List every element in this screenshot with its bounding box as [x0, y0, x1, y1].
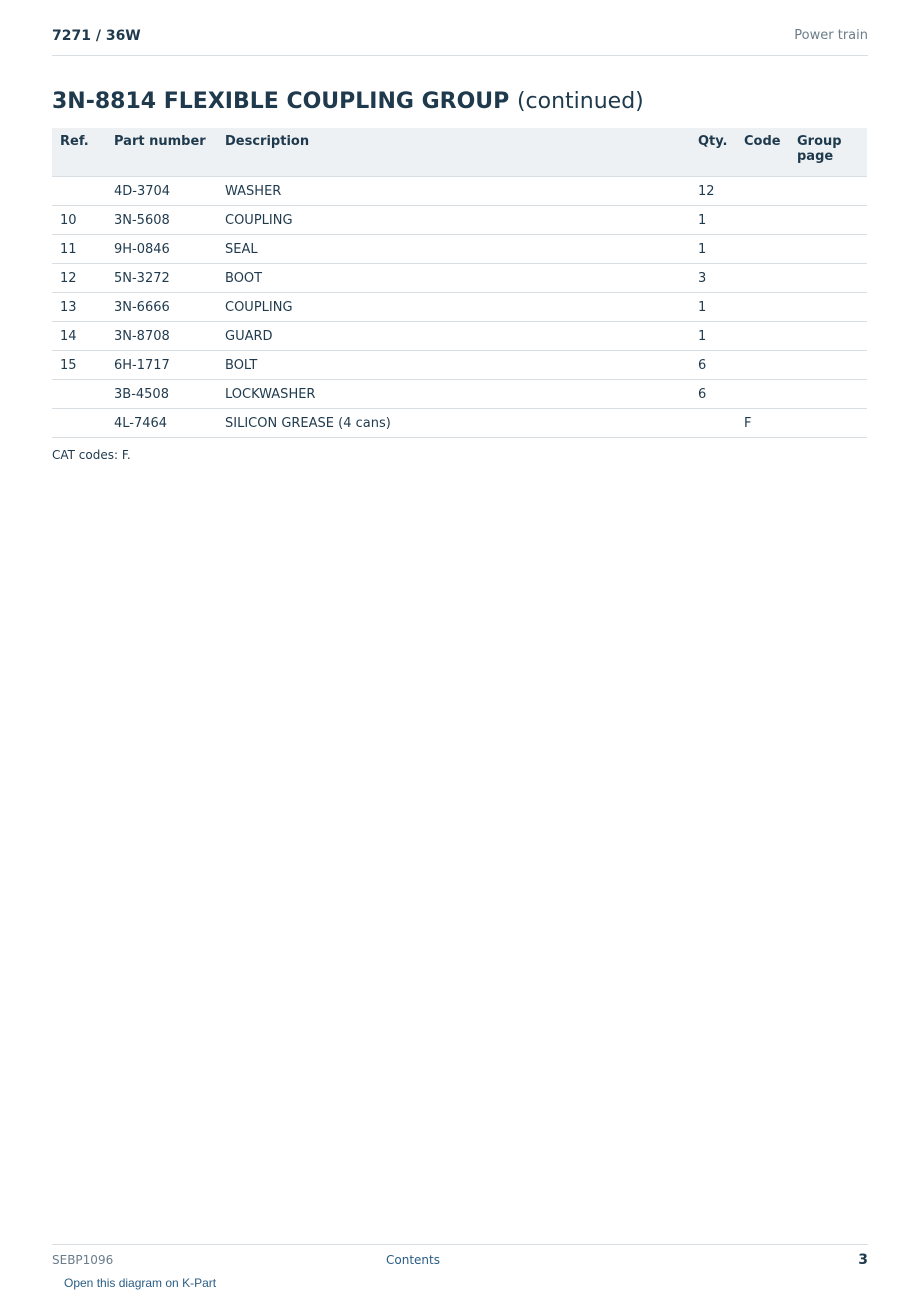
page-number: 3	[858, 1252, 868, 1268]
table-header-row	[52, 128, 867, 177]
cell-code	[736, 322, 789, 351]
cat-codes-footnote: CAT codes: F.	[52, 448, 131, 462]
header-description: Description	[217, 128, 690, 177]
table-row	[52, 351, 867, 380]
page-header	[52, 28, 868, 56]
cell-group-page	[789, 322, 867, 351]
cell-ref: 13	[52, 293, 106, 322]
table-row	[52, 380, 867, 409]
cell-description: BOOT	[217, 264, 690, 293]
cell-code	[736, 264, 789, 293]
table-row	[52, 206, 867, 235]
parts-table	[52, 128, 867, 438]
table-row	[52, 322, 867, 351]
section-name: Power train	[794, 28, 868, 43]
cell-description: WASHER	[217, 177, 690, 206]
cell-part-number: 5N-3272	[106, 264, 217, 293]
cell-code	[736, 235, 789, 264]
kpart-link[interactable]: Open this diagram on K-Part	[64, 1276, 217, 1290]
cell-qty: 1	[690, 206, 736, 235]
cell-group-page	[789, 177, 867, 206]
cell-code	[736, 293, 789, 322]
cell-description: SILICON GREASE (4 cans)	[217, 409, 690, 438]
cell-ref: 14	[52, 322, 106, 351]
cell-group-page	[789, 409, 867, 438]
cell-ref: 10	[52, 206, 106, 235]
page-title	[52, 89, 644, 114]
header-group-page: Group page	[789, 128, 867, 177]
document-id: 7271 / 36W	[52, 28, 141, 44]
table-row	[52, 409, 867, 438]
cell-ref	[52, 380, 106, 409]
cell-group-page	[789, 293, 867, 322]
cell-part-number: 9H-0846	[106, 235, 217, 264]
cell-part-number: 3N-8708	[106, 322, 217, 351]
cell-group-page	[789, 235, 867, 264]
cell-description: BOLT	[217, 351, 690, 380]
cell-ref	[52, 409, 106, 438]
cell-code	[736, 206, 789, 235]
table-row	[52, 177, 867, 206]
cell-qty: 6	[690, 380, 736, 409]
header-part-number: Part number	[106, 128, 217, 177]
table-row	[52, 293, 867, 322]
cell-ref: 11	[52, 235, 106, 264]
cell-group-page	[789, 206, 867, 235]
cell-part-number: 3N-5608	[106, 206, 217, 235]
cell-code: F	[736, 409, 789, 438]
cell-code	[736, 177, 789, 206]
cell-part-number: 4D-3704	[106, 177, 217, 206]
cell-qty	[690, 409, 736, 438]
footer-divider	[52, 1244, 868, 1246]
table-row	[52, 264, 867, 293]
cell-qty: 3	[690, 264, 736, 293]
cell-description: SEAL	[217, 235, 690, 264]
cell-description: GUARD	[217, 322, 690, 351]
cell-qty: 1	[690, 293, 736, 322]
cell-part-number: 4L-7464	[106, 409, 217, 438]
cell-ref	[52, 177, 106, 206]
cell-ref: 15	[52, 351, 106, 380]
cell-code	[736, 380, 789, 409]
footer-doc-code: SEBP1096	[52, 1253, 114, 1267]
group-title: 3N-8814 FLEXIBLE COUPLING GROUP	[52, 89, 510, 114]
cell-part-number: 3B-4508	[106, 380, 217, 409]
cell-qty: 1	[690, 235, 736, 264]
cell-qty: 12	[690, 177, 736, 206]
cell-qty: 1	[690, 322, 736, 351]
header-ref: Ref.	[52, 128, 106, 177]
cell-description: COUPLING	[217, 293, 690, 322]
cell-code	[736, 351, 789, 380]
header-qty: Qty.	[690, 128, 736, 177]
header-code: Code	[736, 128, 789, 177]
cell-group-page	[789, 264, 867, 293]
cell-ref: 12	[52, 264, 106, 293]
continued-label: (continued)	[516, 89, 644, 114]
contents-link[interactable]: Contents	[386, 1253, 440, 1267]
table-row	[52, 235, 867, 264]
cell-group-page	[789, 380, 867, 409]
cell-description: COUPLING	[217, 206, 690, 235]
cell-group-page	[789, 351, 867, 380]
cell-part-number: 6H-1717	[106, 351, 217, 380]
cell-part-number: 3N-6666	[106, 293, 217, 322]
cell-description: LOCKWASHER	[217, 380, 690, 409]
cell-qty: 6	[690, 351, 736, 380]
